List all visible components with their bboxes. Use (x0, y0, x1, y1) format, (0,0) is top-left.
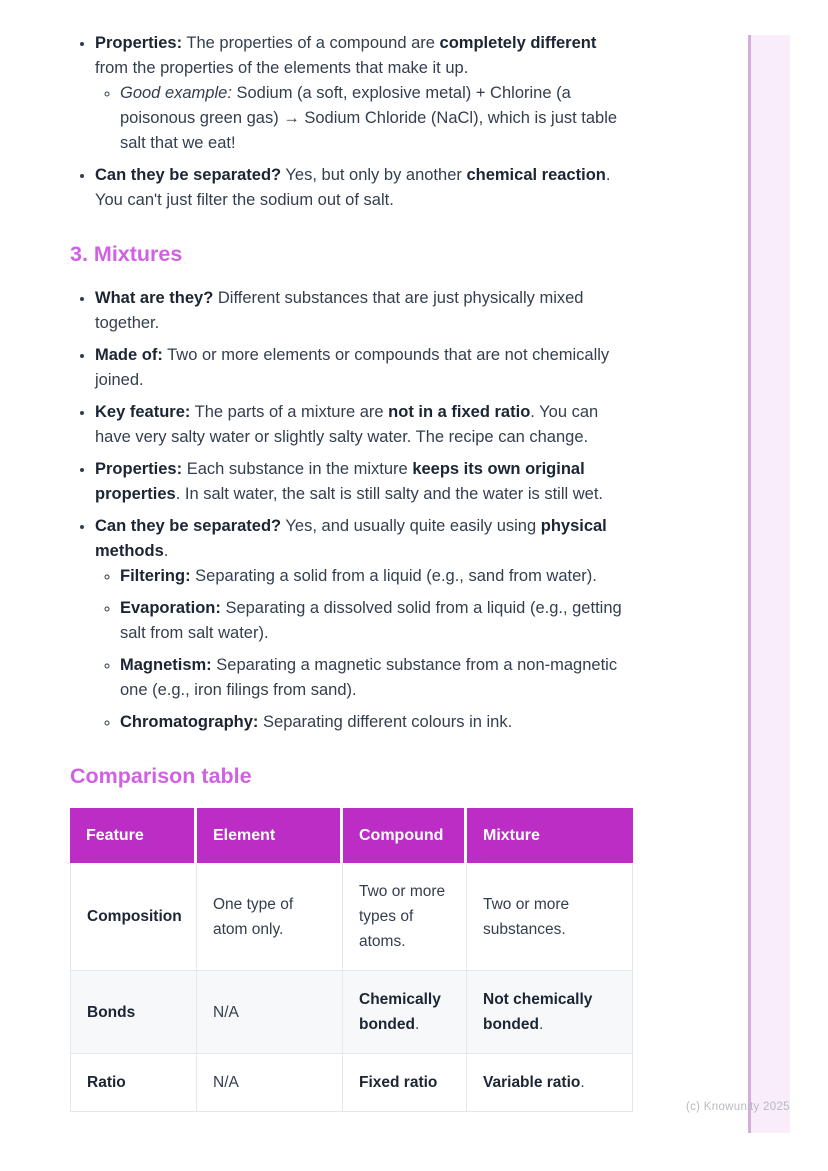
column-header: Feature (70, 808, 197, 863)
comparison-table (70, 808, 633, 1112)
table-row (70, 863, 633, 971)
bullet-item (95, 163, 633, 213)
text-run: Separating a magnetic substance from a non-magnetic one (e.g., iron filings from sand). (120, 656, 618, 699)
text-run: . You can't just filter the sodium out of salt. (95, 166, 611, 209)
table-cell (197, 863, 343, 971)
bold-text-run: Made of: (95, 346, 163, 364)
bold-text-run: Chromatography: (120, 713, 259, 731)
bullet-item (95, 400, 633, 450)
sub-bullet-text (120, 710, 633, 735)
text-run: . (538, 1016, 544, 1033)
table-cell (70, 863, 197, 971)
bold-text-run: physical methods (95, 517, 607, 560)
sub-bullet-item (120, 596, 633, 646)
text-run: . In salt water, the salt is still salty and the water is still wet. (175, 485, 604, 503)
bold-text-run: Not chemically bonded (483, 991, 593, 1033)
text-run: . (414, 1016, 420, 1033)
text-run: . You can have very salty water or slightly salty water. The recipe can change. (95, 403, 599, 446)
text-run: Two or more elements or compounds that are not chemically joined. (95, 346, 610, 389)
watermark: (c) Knowunity 2025 (686, 1101, 790, 1113)
bullet-text (95, 400, 633, 450)
bullet-text (95, 457, 633, 507)
mixtures-bullet-list (70, 286, 633, 735)
text-run: Separating a dissolved solid from a liquid (e.g., getting salt from salt water). (120, 599, 622, 642)
bullet-item (95, 457, 633, 507)
comparison-table-head (70, 808, 633, 863)
bold-text-run: What are they? (95, 289, 214, 307)
bullet-text (95, 31, 633, 81)
table-cell (343, 1054, 467, 1112)
sub-bullet-text (120, 564, 633, 589)
bold-text-run: not in a fixed ratio (388, 403, 531, 421)
table-cell (197, 971, 343, 1054)
bold-text-run: Properties: (95, 460, 183, 478)
text-run: One type of atom only. (213, 895, 294, 938)
bold-text-run: Key feature: (95, 403, 191, 421)
bold-text-run: Magnetism: (120, 656, 212, 674)
column-header: Mixture (467, 808, 633, 863)
text-run: The properties of a compound are (182, 34, 440, 52)
bold-text-run: Can they be separated? (95, 166, 282, 184)
italic-text-run: Good example: (120, 84, 232, 102)
bold-text-run: Chemically bonded (359, 991, 441, 1033)
bold-text-run: Ratio (87, 1074, 126, 1091)
sub-bullet-item (120, 710, 633, 735)
bold-text-run: chemical reaction (466, 166, 606, 184)
sub-bullet-list (95, 564, 633, 735)
bullet-item (95, 31, 633, 156)
bullet-item (95, 286, 633, 336)
text-run: Different substances that are just physically mixed together. (95, 289, 584, 332)
compounds-bullet-list (70, 31, 633, 213)
highlight-stripe (748, 35, 790, 1133)
table-header-row (70, 808, 633, 863)
table-cell (70, 971, 197, 1054)
table-cell (197, 1054, 343, 1112)
comparison-table-body (70, 863, 633, 1112)
bold-text-run: Filtering: (120, 567, 191, 585)
bold-text-run: Bonds (87, 1003, 136, 1021)
bold-text-run: Evaporation: (120, 599, 221, 617)
bold-text-run: keeps its own original properties (95, 460, 585, 503)
sub-bullet-text (120, 81, 633, 156)
text-run: The parts of a mixture are (190, 403, 389, 421)
sub-bullet-item (120, 564, 633, 589)
sub-bullet-item (120, 653, 633, 703)
text-run: Sodium (a soft, explosive metal) + Chlorine (a poisonous green gas) → Sodium Chloride (NaCl), which is just table salt that we eat! (120, 84, 618, 152)
text-run: . (163, 542, 169, 560)
bold-text-run: Fixed ratio (359, 1074, 438, 1091)
table-cell (343, 971, 467, 1054)
bullet-item (95, 343, 633, 393)
bold-text-run: Composition (87, 908, 182, 925)
text-run: from the properties of the elements that make it up. (95, 59, 469, 77)
table-row (70, 971, 633, 1054)
table-cell (467, 971, 633, 1054)
text-run: Each substance in the mixture (182, 460, 413, 478)
text-run: Yes, but only by another (281, 166, 467, 184)
sub-bullet-list (95, 81, 633, 156)
text-run: Separating different colours in ink. (258, 713, 513, 731)
column-header: Element (197, 808, 343, 863)
bullet-item (95, 514, 633, 735)
bold-text-run: Variable ratio (483, 1074, 581, 1091)
text-run: . (580, 1074, 585, 1091)
bold-text-run: completely different (439, 34, 597, 52)
sub-bullet-text (120, 596, 633, 646)
table-cell (343, 863, 467, 971)
sub-bullet-item (120, 81, 633, 156)
bullet-text (95, 514, 633, 564)
text-run: Yes, and usually quite easily using (281, 517, 541, 535)
table-row (70, 1054, 633, 1112)
bold-text-run: Can they be separated? (95, 517, 282, 535)
bullet-text (95, 286, 633, 336)
column-header: Compound (343, 808, 467, 863)
section-heading-comparison-table: Comparison table (70, 764, 252, 788)
table-cell (467, 1054, 633, 1112)
text-run: Separating a solid from a liquid (e.g., sand from water). (190, 567, 597, 585)
text-run: Two or more types of atoms. (359, 883, 446, 950)
table-cell (70, 1054, 197, 1112)
document-content (70, 31, 633, 1112)
bullet-text (95, 343, 633, 393)
text-run: Two or more substances. (483, 895, 570, 938)
text-run: N/A (213, 1074, 239, 1091)
sub-bullet-text (120, 653, 633, 703)
text-run: N/A (213, 1003, 239, 1021)
bold-text-run: Properties: (95, 34, 183, 52)
table-cell (467, 863, 633, 971)
bullet-text (95, 163, 633, 213)
section-heading-mixtures: 3. Mixtures (70, 242, 183, 266)
